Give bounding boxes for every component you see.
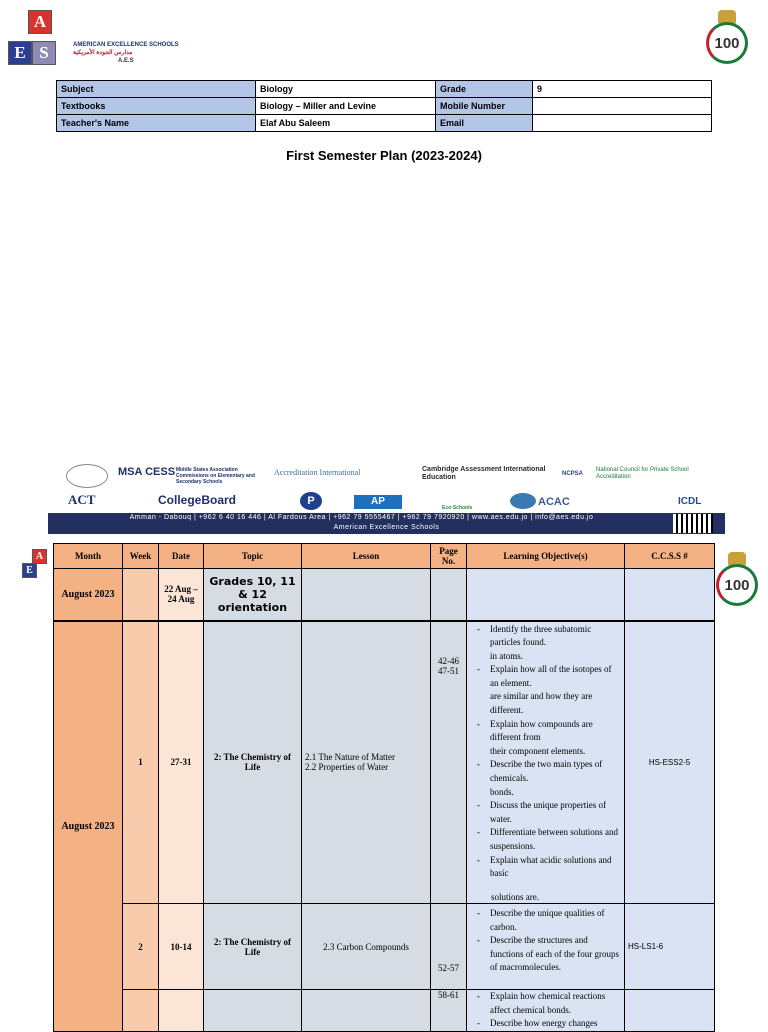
qr-code bbox=[673, 514, 713, 533]
table-row bbox=[54, 904, 715, 990]
textbooks-label: Textbooks bbox=[57, 98, 256, 115]
ccss-cell bbox=[625, 990, 715, 1032]
month-cell: August 2023 bbox=[54, 621, 123, 1032]
ccss-cell: HS-ESS2-5 bbox=[625, 621, 715, 904]
teacher-value: Elaf Abu Saleem bbox=[256, 115, 436, 132]
table-row bbox=[54, 990, 715, 1032]
header-week: Week bbox=[123, 544, 159, 569]
page-line: 42-46 bbox=[438, 655, 459, 666]
objective-item: - Discuss the unique properties of water. bbox=[470, 799, 621, 826]
textbooks-value: Biology – Miller and Levine bbox=[256, 98, 436, 115]
centennial-badge bbox=[704, 8, 750, 66]
centennial-badge-small bbox=[714, 550, 760, 608]
objective-item: - Describe the structures and functions of each of the four groups of macromolecules. bbox=[470, 934, 621, 975]
grade-label: Grade bbox=[436, 81, 533, 98]
table-row bbox=[54, 569, 715, 621]
page-cell bbox=[431, 569, 467, 621]
header-objectives: Learning Objective(s) bbox=[467, 544, 625, 569]
school-name-ar: مدارس الجودة الأمريكية bbox=[73, 50, 133, 56]
objective-item: - Identify the three subatomic particles found. bbox=[470, 623, 621, 650]
objective-item: - Differentiate between solutions and suspensions. bbox=[470, 826, 621, 853]
lesson-line: 2.1 The Nature of Matter bbox=[305, 752, 396, 763]
msa-desc: Middle States Association Commissions on Elementary and Secondary Schools bbox=[176, 467, 255, 485]
header-ccss: C.C.S.S # bbox=[625, 544, 715, 569]
objectives-cell bbox=[467, 904, 625, 990]
objectives-list bbox=[470, 623, 621, 881]
header-date: Date bbox=[159, 544, 204, 569]
contact-bar bbox=[48, 513, 725, 534]
subject-label: Subject bbox=[57, 81, 256, 98]
school-logo bbox=[7, 8, 67, 66]
pearson-logo: P bbox=[300, 492, 322, 510]
lesson-line: 2.2 Properties of Water bbox=[305, 762, 389, 773]
objectives-cell bbox=[467, 621, 625, 904]
page-cell: 58-61 bbox=[431, 990, 467, 1032]
topic-cell: 2: The Chemistry of Life bbox=[204, 904, 302, 990]
school-name bbox=[73, 41, 179, 65]
jordan-emblem-icon bbox=[66, 464, 108, 488]
objective-item: - Describe the two main types of chemicals. bbox=[470, 758, 621, 785]
table-header-row bbox=[54, 544, 715, 569]
msa-logo: MSA CESS bbox=[118, 466, 176, 478]
objective-item: in atoms. bbox=[490, 650, 523, 661]
logo-letter-s: S bbox=[32, 41, 56, 65]
subject-value: Biology bbox=[256, 81, 436, 98]
objectives-list bbox=[470, 990, 621, 1031]
school-code: A.E.S bbox=[118, 58, 134, 64]
objective-item: bonds. bbox=[490, 786, 514, 797]
header-lesson: Lesson bbox=[302, 544, 431, 569]
objectives-list bbox=[470, 907, 621, 975]
objective-item: - Explain what acidic solutions and basic bbox=[470, 854, 621, 881]
semester-plan-table bbox=[53, 543, 715, 1032]
globe-icon bbox=[510, 493, 536, 509]
mobile-label: Mobile Number bbox=[436, 98, 533, 115]
social-line: American Excellence Schools bbox=[333, 524, 440, 531]
ccss-cell bbox=[625, 569, 715, 621]
objective-item: their component elements. bbox=[490, 745, 586, 756]
week-cell bbox=[123, 569, 159, 621]
logo-small-letter-e: E bbox=[22, 563, 37, 578]
topic-cell bbox=[204, 990, 302, 1032]
objective-item: - Explain how chemical reactions affect chemical bonds. bbox=[470, 990, 621, 1017]
objective-item: - Explain how all of the isotopes of an element. bbox=[470, 663, 621, 690]
objectives-cell bbox=[467, 990, 625, 1032]
lesson-cell bbox=[302, 569, 431, 621]
acac-logo: ACAC bbox=[538, 496, 570, 508]
lesson-cell bbox=[302, 621, 431, 904]
centennial-number: 100 bbox=[706, 22, 748, 64]
cambridge-logo: Cambridge Assessment International Education bbox=[422, 466, 546, 481]
centennial-number-small: 100 bbox=[716, 564, 758, 606]
email-value bbox=[533, 115, 712, 132]
logo-small-letter-a: A bbox=[32, 549, 47, 564]
objective-item: are similar and how they are different. bbox=[490, 691, 593, 716]
topic-cell: Grades 10, 11 & 12 orientation bbox=[204, 569, 302, 621]
page-line: 47-51 bbox=[438, 665, 459, 676]
date-cell bbox=[159, 990, 204, 1032]
month-cell: August 2023 bbox=[54, 569, 123, 621]
ncpsa-desc: National Council for Private School Accreditation bbox=[596, 467, 689, 480]
objective-item: - Describe the unique qualities of carbon. bbox=[470, 907, 621, 934]
school-name-en: AMERICAN EXCELLENCE SCHOOLS bbox=[73, 42, 179, 48]
logo-letter-a: A bbox=[28, 10, 52, 34]
objectives-cell bbox=[467, 569, 625, 621]
grade-value: 9 bbox=[533, 81, 712, 98]
lesson-cell bbox=[302, 990, 431, 1032]
header-topic: Topic bbox=[204, 544, 302, 569]
week-cell bbox=[123, 990, 159, 1032]
eco-schools-logo: Eco-Schools bbox=[442, 505, 473, 511]
accreditation-band bbox=[62, 462, 722, 512]
act-logo: ACT bbox=[68, 492, 96, 507]
plan-title: First Semester Plan (2023-2024) bbox=[286, 148, 482, 163]
objective-item: - Explain how compounds are different from bbox=[470, 718, 621, 745]
date-cell: 10-14 bbox=[159, 904, 204, 990]
ap-logo: AP bbox=[354, 495, 402, 509]
contact-line: Amman - Dabouq | +962 6 40 16 446 | Al Fardous Area | +962 79 5555467 | +962 79 7920920 | www.aes.edu.jo | info@aes.edu.jo bbox=[129, 514, 594, 521]
email-label: Email bbox=[436, 115, 533, 132]
teacher-info-table bbox=[56, 80, 712, 132]
header-page: Page No. bbox=[431, 544, 467, 569]
header-month: Month bbox=[54, 544, 123, 569]
icdl-logo: ICDL bbox=[678, 496, 702, 507]
page-cell: 52-57 bbox=[431, 904, 467, 990]
ccss-cell: HS-LS1-6 bbox=[625, 904, 715, 990]
page-cell bbox=[431, 621, 467, 904]
teacher-label: Teacher's Name bbox=[57, 115, 256, 132]
table-row bbox=[54, 621, 715, 904]
objective-tail: solutions are. bbox=[491, 891, 539, 902]
week-cell: 2 bbox=[123, 904, 159, 990]
school-logo-small bbox=[22, 549, 54, 593]
accreditation-international-logo: Accreditation International bbox=[274, 468, 361, 477]
collegeboard-logo: CollegeBoard bbox=[158, 493, 237, 507]
date-cell: 27-31 bbox=[159, 621, 204, 904]
mobile-value bbox=[533, 98, 712, 115]
logo-letter-e: E bbox=[8, 41, 32, 65]
objective-item: - Describe how energy changes bbox=[470, 1017, 621, 1031]
topic-cell: 2: The Chemistry of Life bbox=[204, 621, 302, 904]
ncpsa-logo: NCPSA bbox=[562, 471, 584, 477]
lesson-cell: 2.3 Carbon Compounds bbox=[302, 904, 431, 990]
week-cell: 1 bbox=[123, 621, 159, 904]
date-cell: 22 Aug – 24 Aug bbox=[159, 569, 204, 621]
